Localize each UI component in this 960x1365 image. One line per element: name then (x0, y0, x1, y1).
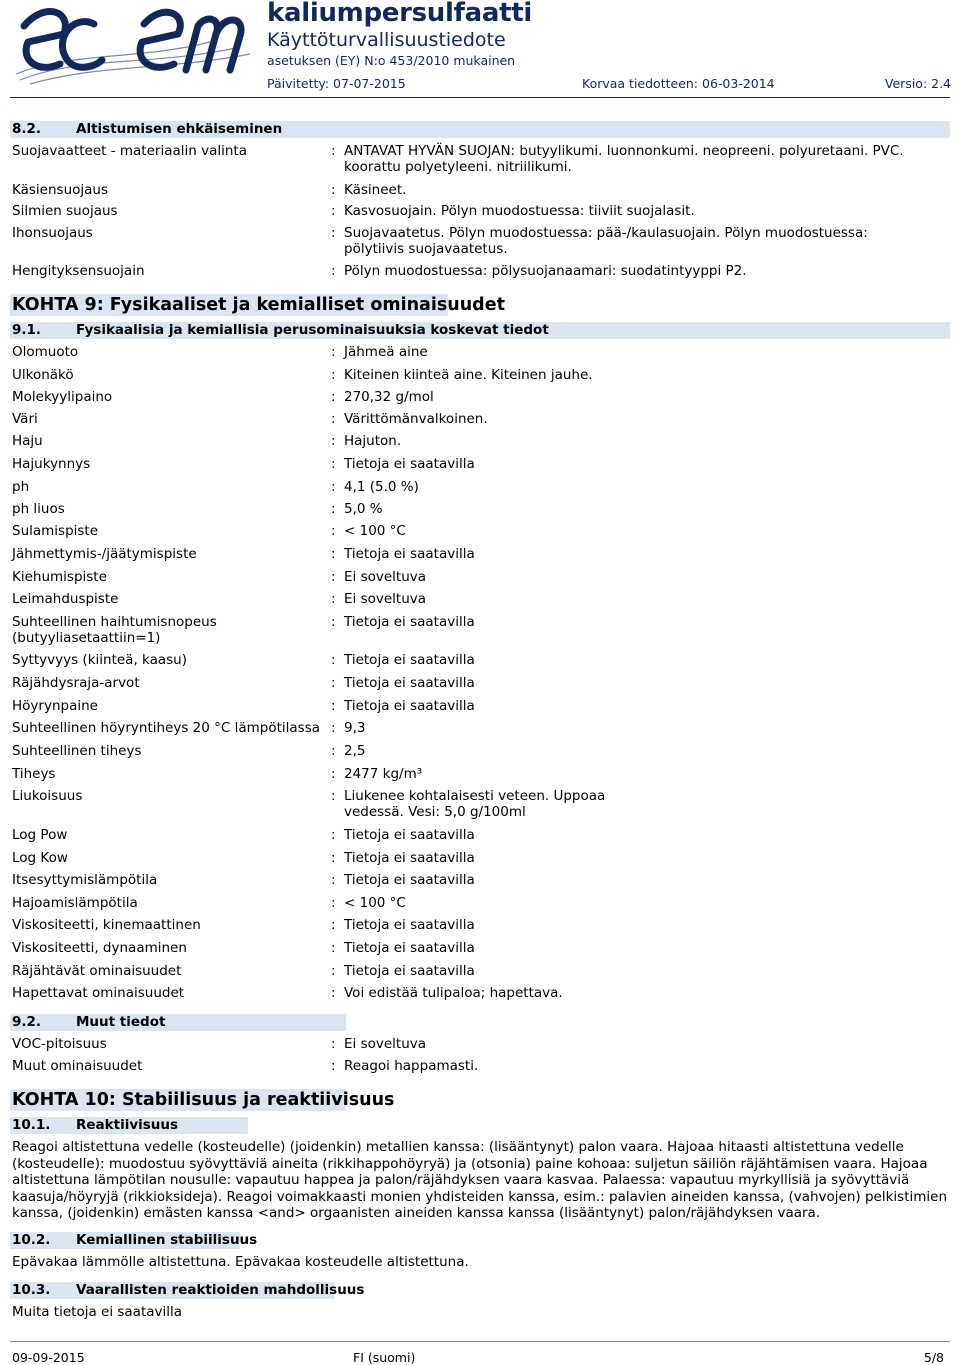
property-value: 4,1 (5.0 %) (344, 479, 419, 495)
property-label: Ulkonäkö (12, 367, 74, 383)
property-value: Pölyn muodostuessa: pölysuojanaamari: suodatintyyppi P2. (344, 263, 747, 279)
subsection-9-2 (10, 1014, 346, 1031)
property-value: Tietoja ei saatavilla (344, 850, 475, 866)
property-value: Tietoja ei saatavilla (344, 652, 475, 668)
property-value: Hajuton. (344, 433, 402, 449)
property-value: Kasvosuojain. Pölyn muodostuessa: tiiviit suojalasit. (344, 203, 695, 219)
property-label: Liukoisuus (12, 788, 83, 804)
property-value: Ei soveltuva (344, 569, 427, 585)
subsection-number: 8.2. (12, 121, 42, 137)
property-label: Suhteellinen höyryntiheys 20 °C lämpötilassa (12, 720, 321, 736)
property-label: Käsiensuojaus (12, 182, 108, 198)
version: Versio: 2.4 (884, 76, 951, 91)
subsection-number: 9.2. (12, 1014, 42, 1030)
property-value: Jähmeä aine (344, 344, 428, 360)
property-label: Olomuoto (12, 344, 79, 360)
property-label: Leimahduspiste (12, 591, 119, 607)
property-label: Viskositeetti, dynaaminen (12, 940, 187, 956)
subsection-10-2 (10, 1232, 258, 1249)
product-title: kaliumpersulfaatti (267, 0, 532, 28)
property-label: Höyrynpaine (12, 698, 98, 714)
page-number: 5/8 (923, 1350, 944, 1365)
subsection-9-1 (10, 322, 950, 339)
subsection-number: 10.1. (12, 1117, 51, 1133)
subsection-title: Altistumisen ehkäiseminen (76, 121, 283, 137)
property-label: Sulamispiste (12, 523, 99, 539)
header-divider (10, 97, 950, 98)
property-label: Hajoamislämpötila (12, 895, 138, 911)
property-label: Log Pow (12, 827, 68, 843)
property-value: Tietoja ei saatavilla (344, 872, 475, 888)
property-label: Hajukynnys (12, 456, 91, 472)
property-label: Väri (12, 411, 38, 427)
property-label: VOC-pitoisuus (12, 1036, 107, 1052)
subsection-8-2 (10, 121, 950, 138)
updated-date: Päivitetty: 07-07-2015 (267, 76, 406, 91)
property-label: Muut ominaisuudet (12, 1058, 143, 1074)
property-label: Viskositeetti, kinemaattinen (12, 917, 201, 933)
section-10-title: KOHTA 10: Stabiilisuus ja reaktiivisuus (12, 1090, 395, 1110)
subsection-title: Kemiallinen stabiilisuus (76, 1232, 258, 1248)
property-value: < 100 °C (344, 523, 406, 539)
property-value: 270,32 g/mol (344, 389, 434, 405)
subsection-title: Fysikaalisia ja kemiallisia perusominaisuuksia koskevat tiedot (76, 322, 549, 338)
regulation-note: asetuksen (EY) N:o 453/2010 mukainen (267, 53, 516, 68)
property-value: Värittömänvalkoinen. (344, 411, 488, 427)
subsection-title: Reaktiivisuus (76, 1117, 179, 1133)
property-value: Ei soveltuva (344, 1036, 427, 1052)
property-value: Tietoja ei saatavilla (344, 963, 475, 979)
property-label: Suojavaatteet - materiaalin valinta (12, 143, 247, 159)
property-label: Itsesyttymislämpötila (12, 872, 158, 888)
document-type: Käyttöturvallisuustiedote (267, 29, 506, 51)
property-label: Suhteellinen tiheys (12, 743, 142, 759)
property-label: ph (12, 479, 30, 495)
subsection-10-1 (10, 1117, 248, 1134)
property-label: Kiehumispiste (12, 569, 107, 585)
property-value: Tietoja ei saatavilla (344, 546, 475, 562)
property-value: Käsineet. (344, 182, 407, 198)
property-label: Log Kow (12, 850, 68, 866)
property-value: Tietoja ei saatavilla (344, 917, 475, 933)
subsection-title: Vaarallisten reaktioiden mahdollisuus (76, 1282, 365, 1298)
property-label: Hapettavat ominaisuudet (12, 985, 185, 1001)
section-9-title: KOHTA 9: Fysikaaliset ja kemialliset ominaisuudet (12, 295, 505, 315)
property-label: Silmien suojaus (12, 203, 118, 219)
property-value: Tietoja ei saatavilla (344, 940, 475, 956)
subsection-number: 10.2. (12, 1232, 51, 1248)
property-value: 2477 kg/m³ (344, 766, 423, 782)
property-label: Syttyvyys (kiinteä, kaasu) (12, 652, 188, 668)
property-label: Suhteellinen haihtumisnopeus (butyyliasetaattiin=1) (12, 614, 217, 646)
hazardous-reactions-text: Muita tietoja ei saatavilla (12, 1304, 183, 1320)
property-value: Voi edistää tulipaloa; hapettava. (344, 985, 563, 1001)
property-label: Räjähdysraja-arvot (12, 675, 140, 691)
property-label: Räjähtävät ominaisuudet (12, 963, 182, 979)
property-value: Tietoja ei saatavilla (344, 456, 475, 472)
ecem-logo (10, 4, 258, 86)
property-label: Tiheys (12, 766, 56, 782)
subsection-number: 10.3. (12, 1282, 51, 1298)
property-value: Ei soveltuva (344, 591, 427, 607)
subsection-number: 9.1. (12, 322, 42, 338)
property-value: Suojavaatetus. Pölyn muodostuessa: pää-/kaulasuojain. Pölyn muodostuessa: pölytiivis suojavaatetus. (344, 225, 868, 257)
property-value: 2,5 (344, 743, 366, 759)
property-value: Tietoja ei saatavilla (344, 675, 475, 691)
footer-date: 09-09-2015 (12, 1350, 85, 1365)
property-label: Jähmettymis-/jäätymispiste (12, 546, 197, 562)
property-label: Ihonsuojaus (12, 225, 93, 241)
property-value: Reagoi happamasti. (344, 1058, 479, 1074)
property-value: < 100 °C (344, 895, 406, 911)
subsection-title: Muut tiedot (76, 1014, 166, 1030)
property-label: Haju (12, 433, 43, 449)
subsection-10-3 (10, 1282, 365, 1299)
property-value: ANTAVAT HYVÄN SUOJAN: butyylikumi. luonnonkumi. neopreeni. polyuretaani. PVC. koorattu polyetyleeni. nitriilikumi. (344, 143, 904, 175)
property-value: Tietoja ei saatavilla (344, 827, 475, 843)
property-label: ph liuos (12, 501, 65, 517)
stability-text: Epävakaa lämmölle altistettuna. Epävakaa kosteudelle altistettuna. (12, 1254, 469, 1270)
reactivity-text: Reagoi altistettuna vedelle (kosteudelle) (joidenkin) metallien kanssa: (lisääntynyt) palon vaara. Hajoaa hitaasti altistettuna vedelle (kosteudelle): muodostuu syövyttäviä aineita (rikkihappohöyryä) ja (otsonia) paine kohoaa: suljetun säiliön räjähtämisen vaara. Hajoaa altistettuna lämpötilan nousulle: vapautuu happea ja palon/räjähdyksen vaara kasvaa. Palaessa: vapautuu myrkyllisiä ja syövyttäviä kaasuja/höyryjä (rikkioksideja). Reagoi voimakkaasti monien yhdisteiden kanssa, esim.: palavien aineiden kanssa, (vahvojen) pelkistimien kanssa, (joidenkin) emästen kanssa <and> orgaanisten aineiden kanssa kanssa (lisääntynyt) palon/räjähdyksen vaara. (12, 1139, 948, 1221)
replaces-date: Korvaa tiedotteen: 06-03-2014 (582, 76, 775, 91)
property-value: Tietoja ei saatavilla (344, 614, 475, 630)
footer-divider (10, 1341, 950, 1342)
property-value: 9,3 (344, 720, 366, 736)
footer-language: FI (suomi) (353, 1350, 416, 1365)
property-label: Molekyylipaino (12, 389, 113, 405)
property-label: Hengityksensuojain (12, 263, 145, 279)
property-value: 5,0 % (344, 501, 383, 517)
property-value: Liukenee kohtalaisesti veteen. Uppoaa vedessä. Vesi: 5,0 g/100ml (344, 788, 606, 820)
property-value: Tietoja ei saatavilla (344, 698, 475, 714)
property-value: Kiteinen kiinteä aine. Kiteinen jauhe. (344, 367, 593, 383)
